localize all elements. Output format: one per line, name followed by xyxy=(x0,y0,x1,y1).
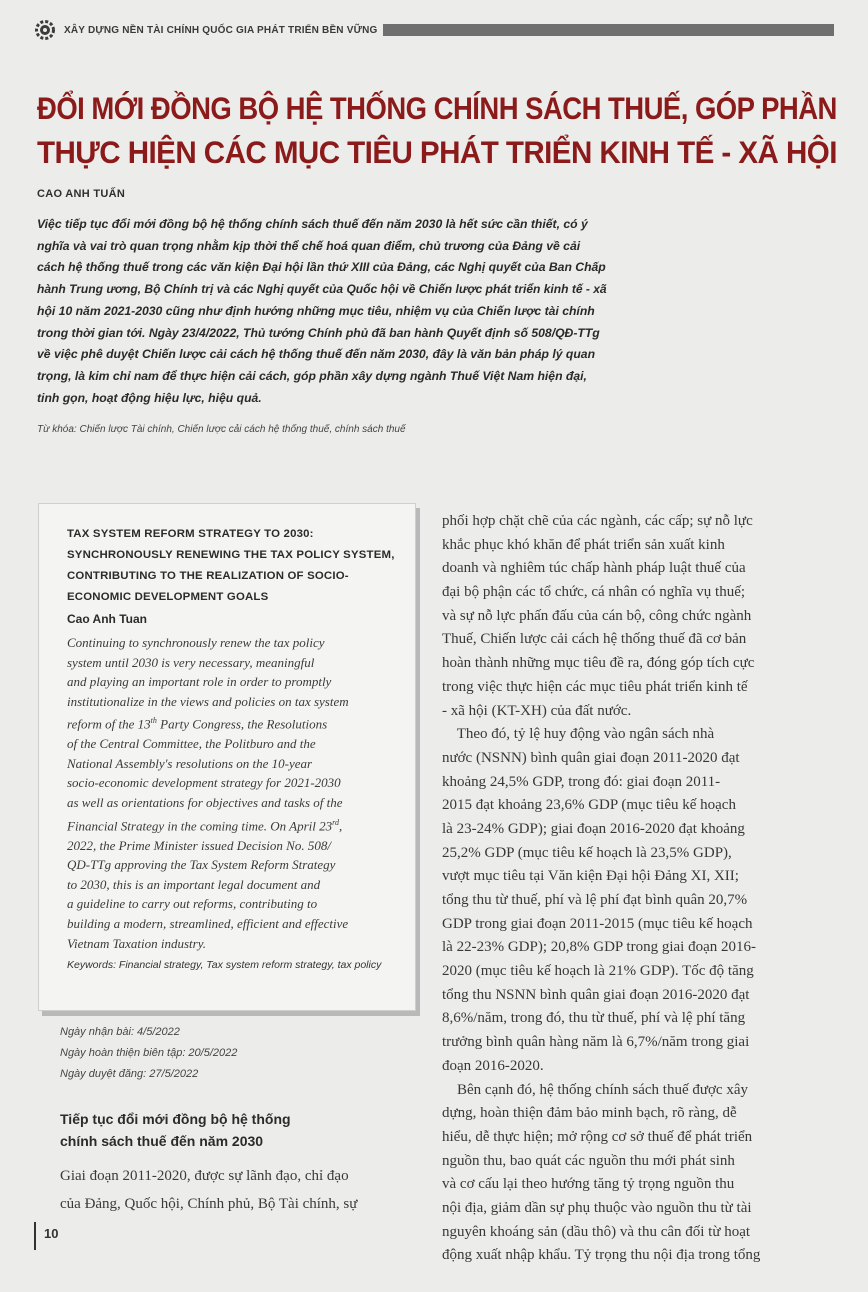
page-number: 10 xyxy=(44,1226,59,1241)
keywords-vi: Từ khóa: Chiến lược Tài chính, Chiến lược cải cách hệ thống thuế, chính sách thuế xyxy=(37,424,406,435)
body-line: phối hợp chặt chẽ của các ngành, các cấp; sự nỗ lực xyxy=(442,513,753,529)
left-column-body xyxy=(60,1163,420,1218)
english-abstract-line: socio-economic development strategy for 2021-2030 xyxy=(67,775,341,791)
english-abstract-line: building a modern, streamlined, efficient and effective xyxy=(67,915,349,931)
body-line: hoàn thành những mục tiêu đề ra, đóng góp tích cực xyxy=(442,655,755,672)
abstract-line: trọng, là kim chỉ nam để thực hiện cải cách, góp phần xây dựng ngành Thuế Việt Nam hiện đại, xyxy=(37,368,587,383)
english-title xyxy=(67,524,395,608)
abstract-vi xyxy=(37,214,607,409)
body-line: 8,6%/năm, trong đó, thu từ thuế, phí và lệ phí tăng xyxy=(442,1010,746,1027)
body-line: nguồn thu, bao quát các nguồn thu mới phát sinh xyxy=(442,1152,735,1169)
english-abstract-line: Financial Strategy in the coming time. On April 23rd, xyxy=(67,817,343,833)
abstract-line: hội 10 năm 2021-2030 cũng như định hướng những mục tiêu, nhiệm vụ của Chiến lược tài chính xyxy=(37,303,595,318)
article-title xyxy=(37,86,837,174)
english-abstract-line: a guideline to carry out reforms, contributing to xyxy=(67,896,318,912)
body-line: động xuất nhập khẩu. Tỷ trọng thu nội địa trong tổng xyxy=(442,1247,761,1264)
english-title-line: TAX SYSTEM REFORM STRATEGY TO 2030: xyxy=(67,528,314,540)
body-line: dựng, hoàn thiện đảm bảo minh bạch, rõ ràng, dễ xyxy=(442,1105,737,1122)
body-line: đại bộ phận các tổ chức, cá nhân có nghĩa vụ thuế; xyxy=(442,584,746,601)
title-line: ĐỔI MỚI ĐỒNG BỘ HỆ THỐNG CHÍNH SÁCH THUẾ, GÓP PHẦN xyxy=(37,90,837,126)
body-line: trong việc thực hiện các mục tiêu phát triển kinh tế xyxy=(442,678,748,695)
body-line: và cơ cấu lại theo hướng tăng tỷ trọng nguồn thu xyxy=(442,1176,735,1193)
english-title-line: ECONOMIC DEVELOPMENT GOALS xyxy=(67,591,269,603)
abstract-line: nghĩa và vai trò quan trọng nhằm kịp thời thể chế hoá quan điểm, chủ trương của Đảng về cải xyxy=(37,238,581,253)
abstract-line: về việc phê duyệt Chiến lược cải cách hệ thống thuế đến năm 2030, đây là văn bản pháp lý quan xyxy=(37,347,596,362)
english-abstract-line: Vietnam Taxation industry. xyxy=(67,935,207,951)
body-line: vượt mục tiêu tại Văn kiện Đại hội Đảng XI, XII; xyxy=(442,868,739,885)
english-title-line: SYNCHRONOUSLY RENEWING THE TAX POLICY SYSTEM, xyxy=(67,549,395,561)
body-line: - xã hội (KT-XH) của đất nước. xyxy=(442,702,632,719)
body-line: GDP trong giai đoạn 2011-2015 (mục tiêu kế hoạch xyxy=(442,915,753,932)
body-line: tổng thu từ thuế, phí và lệ phí đạt bình quân 20,7% xyxy=(442,892,748,908)
body-line: 2020 (mục tiêu kế hoạch là 21% GDP). Tốc độ tăng xyxy=(442,963,754,980)
body-line: trưởng bình quân hàng năm là 6,7%/năm trong giai xyxy=(442,1034,750,1051)
article-author: CAO ANH TUẤN xyxy=(37,188,126,200)
body-line: doanh và nghiêm túc chấp hành pháp luật thuế của xyxy=(442,560,746,577)
right-column-body xyxy=(442,510,824,1268)
body-line: và sự nỗ lực phấn đấu của cán bộ, công chức ngành xyxy=(442,607,752,624)
abstract-line: tinh gọn, hoạt động hiệu lực, hiệu quả. xyxy=(37,390,262,405)
body-line: khắc phục khó khăn để phát triển sản xuất kinh xyxy=(442,536,725,553)
body-line: 25,2% GDP (mục tiêu kế hoạch là 23,5% GDP), xyxy=(442,844,732,861)
abstract-line: hành Trung ương, Bộ Chính trị và các Nghị quyết của Quốc hội về Chiến lược phát triển kinh tế - xã xyxy=(37,282,607,297)
abstract-line: cách hệ thống thuế trong các văn kiện Đại hội lần thứ XIII của Đảng, các Nghị quyết của Ban Chấp xyxy=(37,260,606,275)
date-accepted: Ngày duyệt đăng: 27/5/2022 xyxy=(60,1068,199,1080)
body-line: hiểu, dễ thực hiện; mở rộng cơ sở thuế để phát triển xyxy=(442,1128,753,1145)
body-line: của Đảng, Quốc hội, Chính phủ, Bộ Tài chính, sự xyxy=(60,1195,358,1212)
title-line: THỰC HIỆN CÁC MỤC TIÊU PHÁT TRIỂN KINH TẾ - XÃ HỘI xyxy=(37,134,837,170)
body-line: là 22-23% GDP); 20,8% GDP trong giai đoạn 2016- xyxy=(442,939,756,956)
english-title-line: CONTRIBUTING TO THE REALIZATION OF SOCIO- xyxy=(67,570,349,582)
body-line: khoảng 24,5% GDP, trong đó: giai đoạn 2011- xyxy=(442,773,721,790)
date-received: Ngày nhận bài: 4/5/2022 xyxy=(60,1026,180,1038)
body-line: đoạn 2016-2020. xyxy=(442,1057,544,1074)
body-line: nội địa, giảm dần sự phụ thuộc vào nguồn thu từ tài xyxy=(442,1199,752,1216)
english-abstract-line: Continuing to synchronously renew the tax policy xyxy=(67,635,325,650)
body-line: 2015 đạt khoảng 23,6% GDP (mục tiêu kế hoạch xyxy=(442,797,736,814)
body-line: Thuế, Chiến lược cải cách hệ thống thuế đã cơ bản xyxy=(442,631,747,648)
running-title: XÂY DỰNG NỀN TÀI CHÍNH QUỐC GIA PHÁT TRIỂN BỀN VỮNG xyxy=(64,24,378,36)
header-rule xyxy=(383,24,834,36)
abstract-line: trong thời gian tới. Ngày 23/4/2022, Thủ tướng Chính phủ đã ban hành Quyết định số 508/QĐ-TTg xyxy=(37,325,600,340)
english-abstract-line: system until 2030 is very necessary, meaningful xyxy=(67,654,315,670)
english-abstract-line: reform of the 13th Party Congress, the Resolutions xyxy=(67,716,328,732)
body-line: Bên cạnh đó, hệ thống chính sách thuế được xây xyxy=(442,1081,748,1098)
english-abstract xyxy=(67,633,389,953)
gear-emblem-icon xyxy=(34,19,56,41)
english-abstract-line: as well as orientations for objectives and tasks of the xyxy=(67,795,343,811)
footer-divider xyxy=(34,1222,36,1250)
english-abstract-line: to 2030, this is an important legal document and xyxy=(67,876,321,892)
running-header xyxy=(34,18,834,42)
body-line: Theo đó, tỷ lệ huy động vào ngân sách nhà xyxy=(442,726,715,743)
english-abstract-line: QD-TTg approving the Tax System Reform Strategy xyxy=(67,857,336,873)
english-abstract-box xyxy=(38,503,416,1011)
article-dates xyxy=(60,1022,237,1085)
english-abstract-line: 2022, the Prime Minister issued Decision No. 508/ xyxy=(67,837,331,853)
english-abstract-line: and playing an important role in order to promptly xyxy=(67,674,332,690)
body-line: tổng thu NSNN bình quân giai đoạn 2016-2020 đạt xyxy=(442,986,750,1003)
english-abstract-line: of the Central Committee, the Politburo and the xyxy=(67,736,316,752)
body-line: nước (NSNN) bình quân giai đoạn 2011-2020 đạt xyxy=(442,749,740,766)
abstract-line: Việc tiếp tục đổi mới đồng bộ hệ thống chính sách thuế đến năm 2030 là hết sức cần thiết, có ý xyxy=(37,217,588,231)
body-line: Giai đoạn 2011-2020, được sự lãnh đạo, chỉ đạo xyxy=(60,1168,349,1184)
body-line: nguyên khoáng sản (dầu thô) và thu cân đối từ hoạt xyxy=(442,1223,751,1240)
english-abstract-line: National Assembly's resolutions on the 10-year xyxy=(67,755,313,771)
date-revised: Ngày hoàn thiện biên tập: 20/5/2022 xyxy=(60,1047,238,1059)
english-abstract-line: institutionalize in the views and policies on tax system xyxy=(67,693,349,709)
section-heading-line: Tiếp tục đổi mới đồng bộ hệ thống xyxy=(60,1111,291,1127)
section-heading-line: chính sách thuế đến năm 2030 xyxy=(60,1133,264,1149)
english-keywords: Keywords: Financial strategy, Tax system reform strategy, tax policy xyxy=(67,959,382,971)
english-author: Cao Anh Tuan xyxy=(67,612,147,626)
section-heading xyxy=(60,1108,291,1152)
body-line: là 23-24% GDP); giai đoạn 2016-2020 đạt khoảng xyxy=(442,820,745,837)
